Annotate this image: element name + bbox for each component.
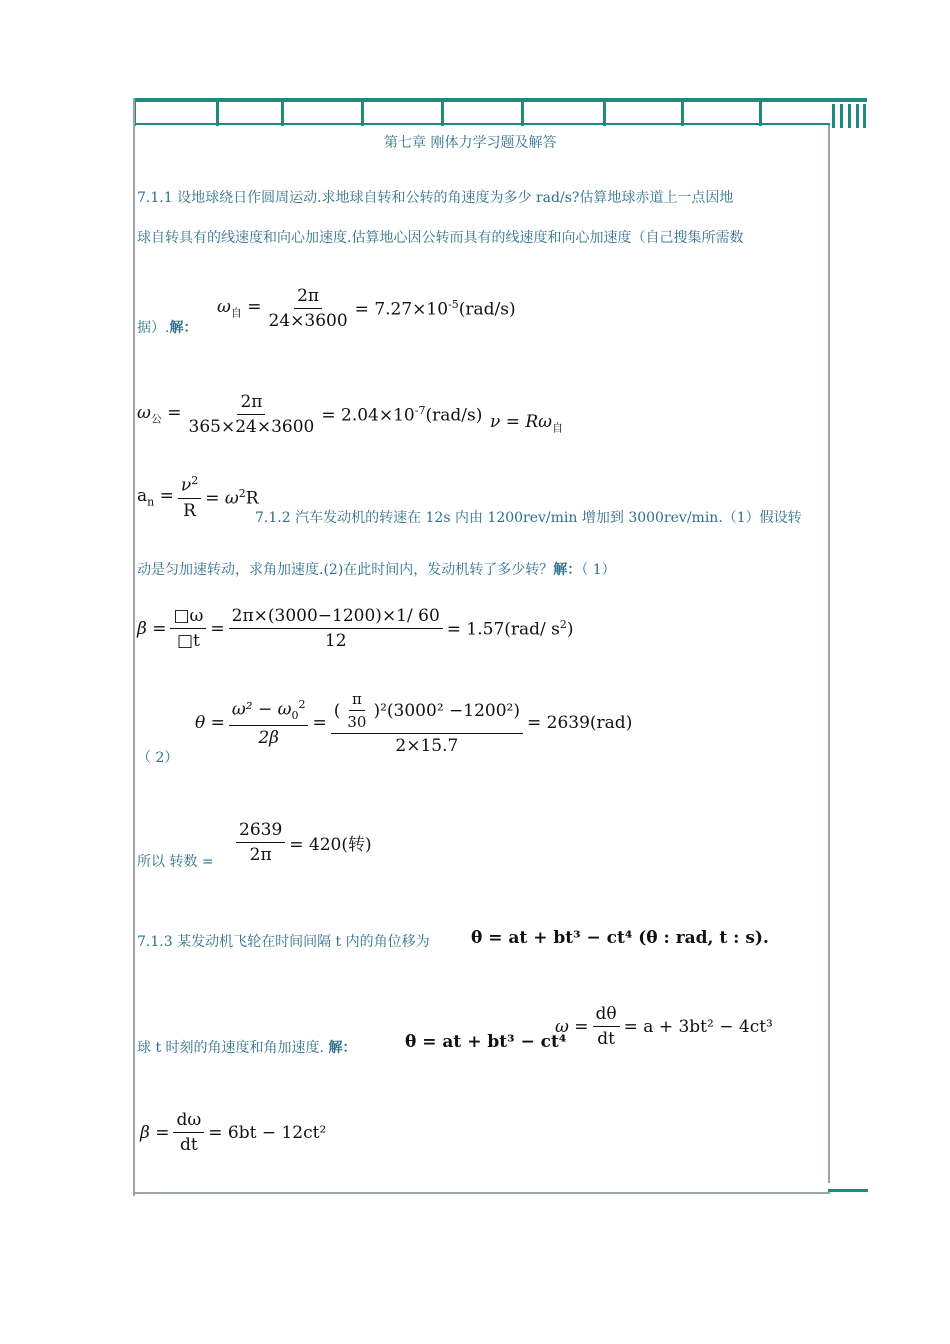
problem-1-line-3: 据）.解：	[137, 320, 198, 336]
equation-omega-revolution: $\omega_公$ = $\frac{2\pi}{365\times 24\times 3600}$ = $2.04\times 10^{-7}(rad/s)$	[137, 392, 483, 437]
table-left-border	[133, 98, 135, 1196]
bottom-accent-bar	[828, 1189, 868, 1192]
solution-label: 解：	[169, 320, 198, 336]
top-border-base	[133, 123, 830, 125]
equation-angular-position: θ = at + bt³ − ct⁴ (θ : rad, t : s).	[471, 928, 769, 948]
corner-bars-icon	[832, 104, 866, 128]
top-border-bar	[133, 98, 867, 102]
problem-1-line-1: 7.1.1 设地球绕日作圆周运动.求地球自转和公转的角速度为多少 rad/s?估算地球赤道上一点因地	[137, 190, 734, 206]
problem-3-line-2: 球 t 时刻的角速度和角加速度. 解：	[137, 1040, 357, 1056]
problem-1-line-2: 球自转具有的线速度和向心加速度.估算地心因公转而具有的线速度和向心加速度（自己搜集所需数	[137, 230, 744, 246]
table-top-border	[133, 98, 867, 127]
equation-angular-acceleration: β = $\frac{□\omega}{□t}$ = $\frac{2\pi\times(3000-1200)\times 1/ 60}{12}$ = 1.57(rad/ $s^2$)	[137, 606, 574, 651]
page-title: 第七章 刚体力学习题及解答	[384, 135, 557, 151]
table-bottom-border	[133, 1192, 830, 1194]
revolutions-label: 所以 转数 =	[137, 854, 214, 870]
equation-centripetal-acceleration: $a_n$ = $\frac{\nu^2}{R}$ = $\omega^2R$	[137, 474, 259, 521]
solution-label: 解：	[553, 562, 582, 578]
equation-revolutions: $\frac{2639}{2\pi}$ = 420(转)	[232, 820, 372, 865]
equation-angular-displacement: θ = $\frac{\omega^2 - \omega_0^2}{2\beta}$ = ( $\frac{\pi}{30}$ )² (3000² −1200²) 2×15.7 = 2639(rad)	[195, 690, 633, 756]
problem-2-line-1: 7.1.2 汽车发动机的转速在 12s 内由 1200rev/min 增加到 3000rev/min.（1）假设转	[255, 510, 802, 526]
equation-angular-acceleration-time: β = $\frac{d\omega}{dt}$ = 6bt − 12ct²	[140, 1110, 327, 1155]
table-right-border	[828, 125, 830, 1183]
part-2-label: （ 2）	[137, 750, 179, 766]
solution-label: 解：	[328, 1040, 357, 1056]
problem-3-line-1: 7.1.3 某发动机飞轮在时间间隔 t 内的角位移为	[137, 934, 430, 950]
equation-omega-rotation: $\omega_自$ = $\frac{2\pi}{24\times 3600}$ = $7.27\times 10^{-5}(rad/s)$	[217, 286, 516, 331]
problem-2-line-2: 动是匀加速转动，求角加速度.(2)在此时间内，发动机转了多少转？解：（ 1）	[137, 562, 616, 578]
equation-angular-velocity: ω = $\frac{d\theta}{dt}$ = a + 3bt² − 4ct³	[555, 1004, 773, 1049]
equation-angular-position-repeat: θ = at + bt³ − ct⁴	[405, 1032, 567, 1052]
equation-linear-velocity: $\nu = R\omega_自$	[490, 412, 564, 435]
